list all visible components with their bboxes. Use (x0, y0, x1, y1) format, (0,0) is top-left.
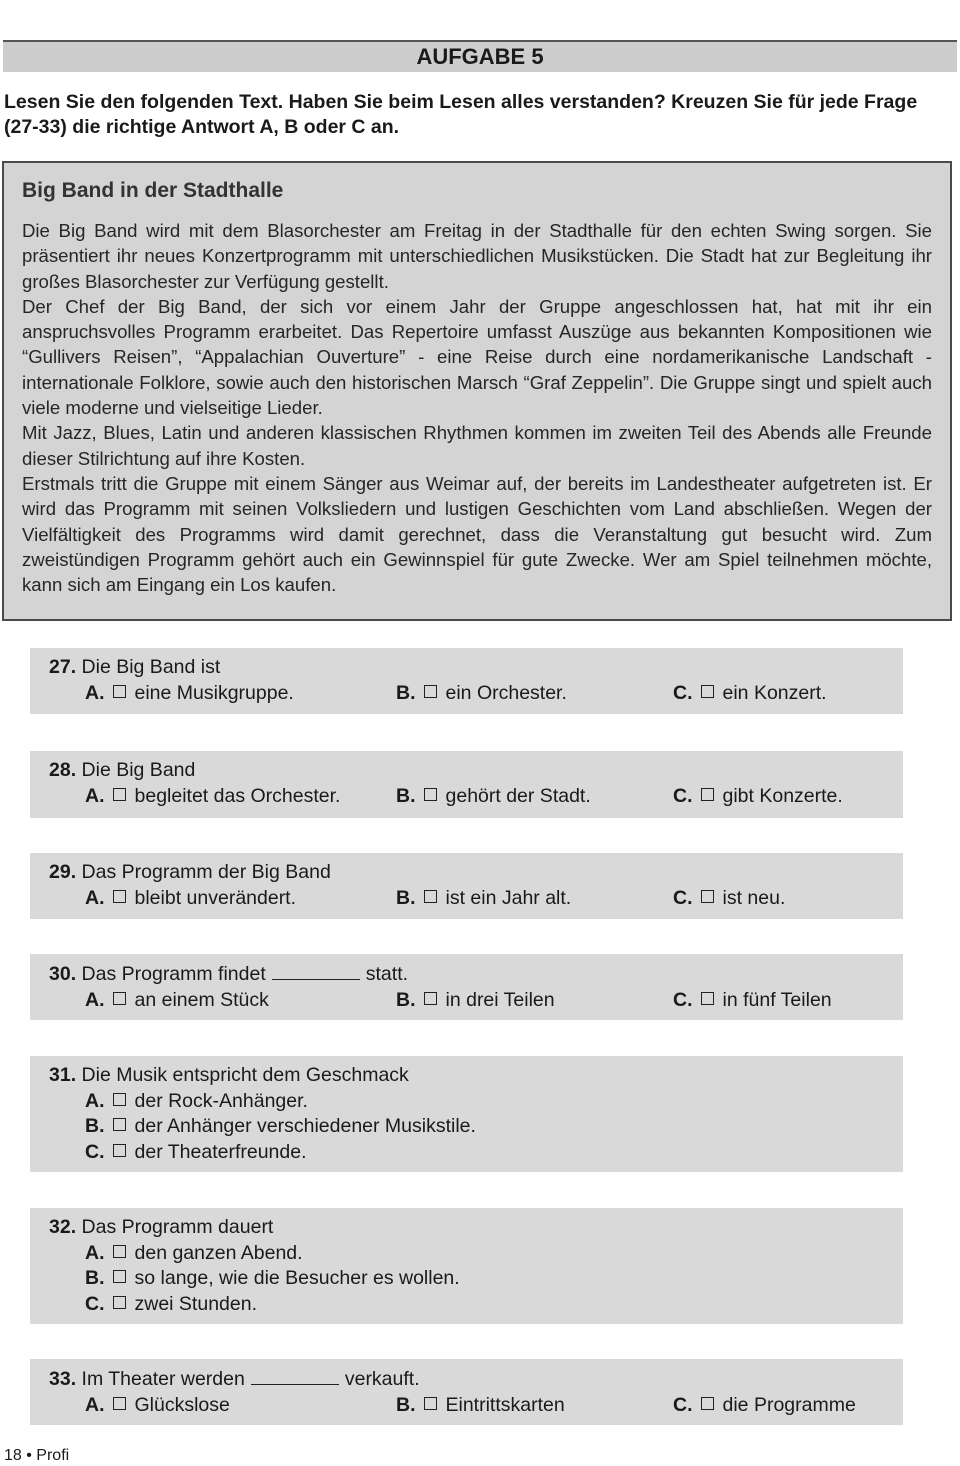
option-a[interactable]: A. bleibt unverändert. (85, 886, 297, 909)
reading-paragraph: Die Big Band wird mit dem Blasorchester am Freitag in der Stadthalle für den echten Swing sorgen. Sie präsentiert ihr neues Konzertprogramm mit unterschiedlichen Musikstücken. Die Stadt hat zur Begleitung ihr großes Blasorchester zur Verfügung gestellt. (22, 220, 932, 292)
question-33 (30, 1359, 903, 1425)
checkbox[interactable] (424, 1397, 437, 1410)
option-b[interactable]: B. der Anhänger verschiedener Musikstile. (85, 1115, 476, 1137)
option-b[interactable]: B. ein Orchester. (396, 681, 567, 704)
option-b[interactable]: B. ist ein Jahr alt. (396, 886, 572, 909)
answer-blank[interactable] (272, 961, 360, 980)
question-text: Das Programm findet (81, 963, 266, 985)
question-number: 27. (49, 656, 77, 678)
question-number: 28. (49, 759, 77, 781)
option-b[interactable]: B. gehört der Stadt. (396, 784, 591, 807)
option-b[interactable]: B. Eintrittskarten (396, 1393, 565, 1416)
checkbox[interactable] (701, 788, 714, 801)
option-b[interactable]: B. in drei Teilen (396, 988, 555, 1011)
option-a[interactable]: A. eine Musikgruppe. (85, 681, 294, 704)
option-c[interactable]: C. in fünf Teilen (673, 988, 832, 1011)
question-29 (30, 853, 903, 919)
task-title: AUFGABE 5 (3, 40, 957, 72)
checkbox[interactable] (424, 788, 437, 801)
checkbox[interactable] (113, 1270, 126, 1283)
page-footer: 18 • Profi (4, 1447, 70, 1464)
checkbox[interactable] (424, 992, 437, 1005)
reading-title: Big Band in der Stadthalle (22, 179, 284, 202)
reading-body (22, 218, 932, 597)
question-number: 31. (49, 1064, 77, 1086)
checkbox[interactable] (701, 992, 714, 1005)
option-c[interactable]: C. der Theaterfreunde. (85, 1140, 307, 1163)
question-32 (30, 1208, 903, 1324)
option-a[interactable]: A. Glückslose (85, 1393, 230, 1416)
question-text: Die Musik entspricht dem Geschmack (81, 1064, 409, 1086)
question-text: Im Theater werden (81, 1368, 245, 1390)
checkbox[interactable] (113, 788, 126, 801)
checkbox[interactable] (424, 685, 437, 698)
question-31 (30, 1056, 903, 1172)
question-27 (30, 648, 903, 714)
question-30 (30, 954, 903, 1020)
question-text-end: verkauft. (344, 1368, 420, 1390)
option-b[interactable]: B. so lange, wie die Besucher es wollen. (85, 1267, 460, 1289)
option-c[interactable]: C. die Programme (673, 1393, 856, 1416)
question-text: Das Programm dauert (81, 1216, 274, 1238)
checkbox[interactable] (701, 890, 714, 903)
reading-paragraph: Der Chef der Big Band, der sich vor einem Jahr der Gruppe angeschlossen hat, hat mit ihr ein anspruchsvolles Programm erarbeitet. Das Repertoire umfasst Auszüge aus bekannten Kompositionen wie “Gullivers Reisen”, “Appalachian Ouverture” - eine Reise durch eine nordamerikanische Landschaft - internationale Folklore, sowie auch den historischen Marsch “Graf Zeppelin”. Die Gruppe singt und spielt auch viele moderne und vielseitige Lieder. (22, 295, 932, 419)
question-number: 29. (49, 861, 77, 883)
question-text: Die Big Band (81, 759, 196, 781)
checkbox[interactable] (424, 890, 437, 903)
option-c[interactable]: C. gibt Konzerte. (673, 784, 843, 807)
option-a[interactable]: A. an einem Stück (85, 988, 269, 1011)
option-c[interactable]: C. ein Konzert. (673, 681, 827, 704)
question-number: 30. (49, 963, 77, 985)
reading-text-box (2, 161, 952, 621)
question-number: 33. (49, 1368, 77, 1390)
checkbox[interactable] (113, 1296, 126, 1309)
option-a[interactable]: A. begleitet das Orchester. (85, 784, 341, 807)
checkbox[interactable] (701, 685, 714, 698)
checkbox[interactable] (701, 1397, 714, 1410)
question-number: 32. (49, 1216, 77, 1238)
checkbox[interactable] (113, 1144, 126, 1157)
checkbox[interactable] (113, 1397, 126, 1410)
option-a[interactable]: A. den ganzen Abend. (85, 1241, 303, 1264)
reading-paragraph: Erstmals tritt die Gruppe mit einem Sänger aus Weimar auf, der bereits im Landestheater aufgetreten ist. Er wird das Programm mit seinen Volksliedern und lustigen Geschichten vom Land abschließen. Wegen der Vielfältigkeit des Programms wird damit gerechnet, dass die Veranstaltung gut besucht wird. Zum zweistündigen Programm gehört auch ein Gewinnspiel für gute Zwecke. Wer am Spiel teilnehmen möchte, kann sich am Eingang ein Los kaufen. (22, 472, 932, 596)
reading-paragraph: Mit Jazz, Blues, Latin und anderen klassischen Rhythmen kommen im zweiten Teil des Abends alle Freunde dieser Stilrichtung auf ihre Kosten. (22, 422, 932, 469)
answer-blank[interactable] (251, 1366, 339, 1385)
option-a[interactable]: A. der Rock-Anhänger. (85, 1089, 308, 1112)
instructions: Lesen Sie den folgenden Text. Haben Sie beim Lesen alles verstanden? Kreuzen Sie für jede Frage (27-33) die richtige Antwort A, B oder C an. (4, 91, 918, 138)
question-text-end: statt. (365, 963, 409, 985)
question-text: Das Programm der Big Band (81, 861, 331, 883)
question-text: Die Big Band ist (81, 656, 221, 678)
option-c[interactable]: C. zwei Stunden. (85, 1292, 257, 1315)
option-c[interactable]: C. ist neu. (673, 886, 786, 909)
checkbox[interactable] (113, 1245, 126, 1258)
checkbox[interactable] (113, 685, 126, 698)
checkbox[interactable] (113, 1118, 126, 1131)
checkbox[interactable] (113, 1093, 126, 1106)
checkbox[interactable] (113, 890, 126, 903)
question-28 (30, 751, 903, 818)
checkbox[interactable] (113, 992, 126, 1005)
